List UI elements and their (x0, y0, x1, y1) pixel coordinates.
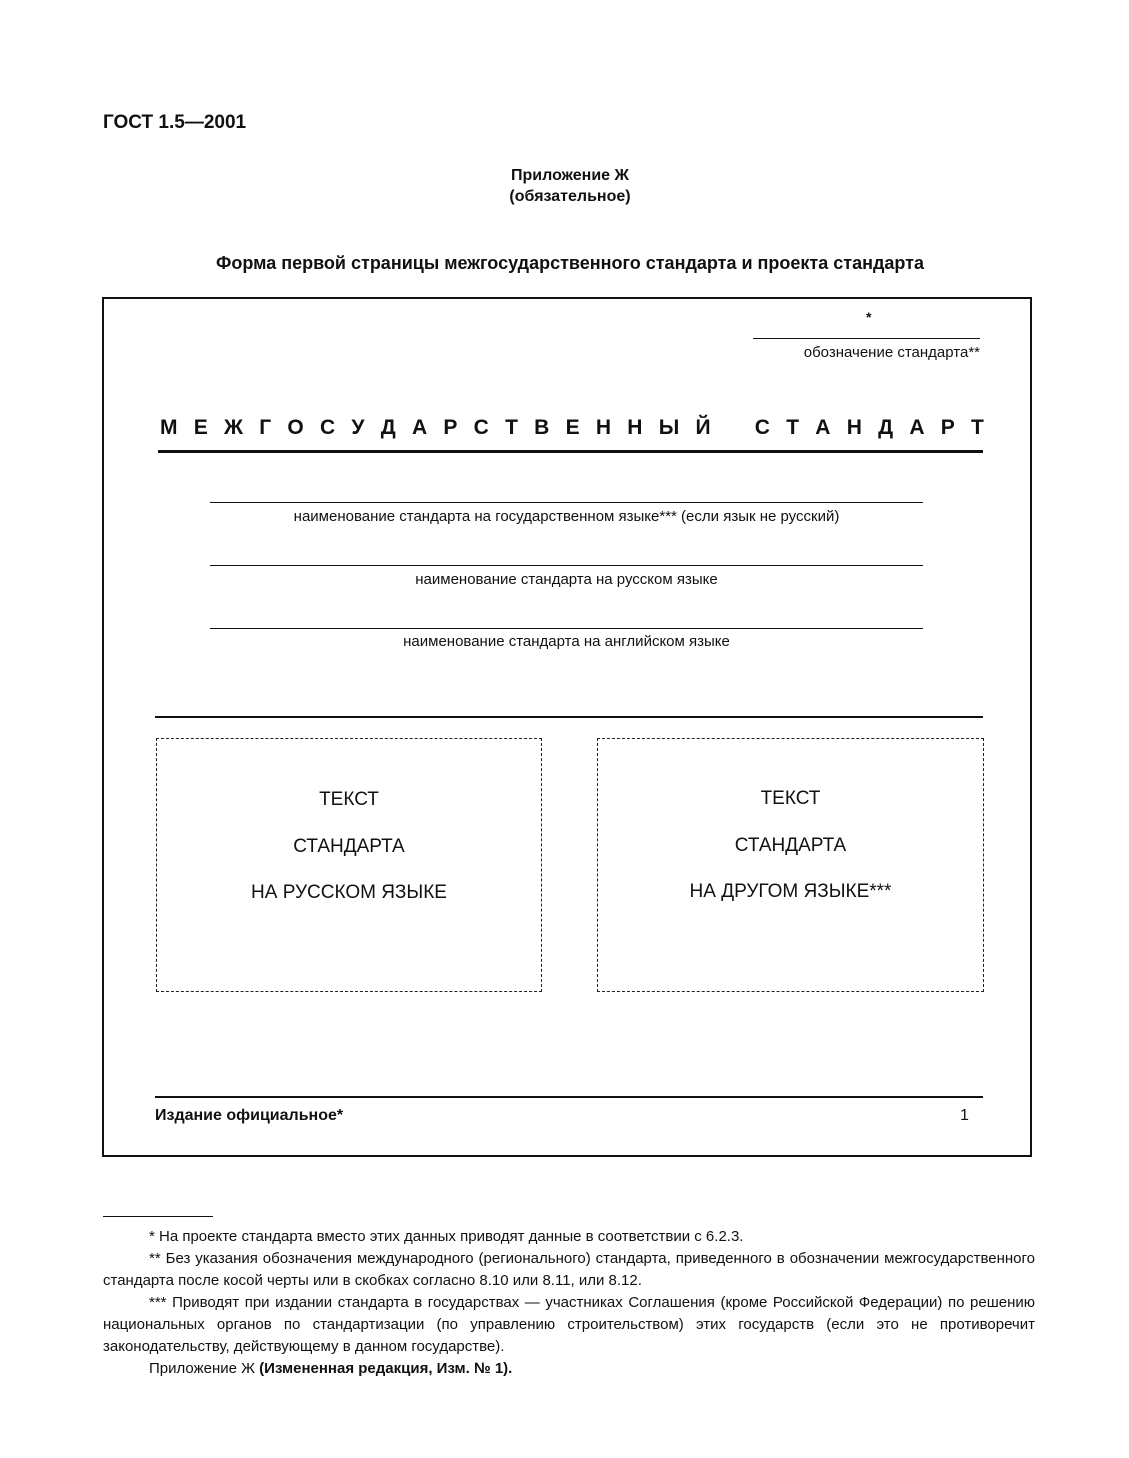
russian-text-box (156, 738, 542, 992)
box-right-line2: СТАНДАРТА (734, 835, 847, 856)
footer-rule (155, 1096, 983, 1098)
footnote-3: *** Приводят при издании стандарта в государствах — участниках Соглашения (кроме Российской Федерации) по решению национальных органов по стандартизации (по управлению строительством) этих государств (если это не противоречит законодательству, действующему в данном государстве). (103, 1294, 1035, 1355)
footnote-2: ** Без указания обозначения международного (регионального) стандарта, приведенного в обозначении межгосударственного стандарта после косой черты или в скобках согласно 8.10 или 8.11, или 8.12. (103, 1250, 1035, 1289)
name-english-line (210, 628, 923, 629)
box-left-line2: СТАНДАРТА (293, 836, 405, 857)
footnote-1: * На проекте стандарта вместо этих данных приводят данные в соответствии с 6.2.3. (149, 1228, 744, 1245)
heading-letter: Т (786, 416, 800, 439)
appendix-title: Приложение Ж (511, 167, 629, 184)
footnote-rule (103, 1216, 213, 1217)
heading-letter: Е (193, 416, 208, 439)
heading-letter: Г (259, 416, 272, 439)
page-number: 1 (960, 1107, 969, 1124)
heading-letter: Д (380, 416, 396, 439)
heading-letter: Р (443, 416, 458, 439)
name-russian-label: наименование стандарта на русском языке (415, 571, 718, 588)
star-mark: * (866, 309, 872, 325)
heading-letter: Т (505, 416, 518, 439)
heading-letter: Р (940, 416, 955, 439)
box-right-line3: НА ДРУГОМ ЯЗЫКЕ*** (689, 881, 892, 902)
heading-letter: С (473, 416, 489, 439)
amendment-bold: (Измененная редакция, Изм. № 1). (259, 1360, 513, 1377)
amendment-prefix: Приложение Ж (149, 1360, 260, 1377)
heading-letter: С (320, 416, 336, 439)
other-language-text-box (597, 738, 984, 992)
heading-letter: М (160, 416, 178, 439)
footnotes (103, 1226, 1035, 1380)
document-code: ГОСТ 1.5—2001 (103, 112, 247, 133)
heading-letter: Д (878, 416, 894, 439)
section-rule (155, 716, 983, 718)
form-heading: Форма первой страницы межгосударственного стандарта и проекта стандарта (216, 253, 924, 273)
heading-letter: А (909, 416, 925, 439)
appendix-status: (обязательное) (509, 188, 631, 205)
heading-letter: А (815, 416, 831, 439)
designation-label: обозначение стандарта** (803, 344, 980, 361)
heading-letter: Й (695, 416, 711, 439)
heading-letter: Ы (658, 416, 680, 439)
heading-letter: Н (627, 416, 643, 439)
interstate-standard-heading (160, 416, 984, 440)
name-state-language-label: наименование стандарта на государственном языке*** (если язык не русский) (293, 508, 840, 525)
box-right-line1: ТЕКСТ (760, 788, 821, 809)
heading-letter: У (351, 416, 365, 439)
name-english-label: наименование стандарта на английском языке (403, 633, 730, 650)
heading-letter: Ж (224, 416, 243, 439)
amendment-note (103, 1358, 1035, 1380)
name-state-line (210, 502, 923, 503)
heading-gap (727, 416, 739, 440)
name-russian-line (210, 565, 923, 566)
heading-letter: Н (846, 416, 862, 439)
heading-letter: В (534, 416, 550, 439)
heading-letter: О (287, 416, 304, 439)
heading-letter: Н (595, 416, 612, 439)
heading-letter: А (411, 416, 428, 439)
designation-line (753, 338, 980, 339)
box-left-line1: ТЕКСТ (319, 789, 379, 810)
heading-letter: С (754, 416, 770, 439)
heading-letter: Т (971, 416, 984, 439)
heading-rule (158, 450, 983, 453)
edition-label: Издание официальное* (155, 1107, 344, 1124)
box-left-line3: НА РУССКОМ ЯЗЫКЕ (251, 882, 447, 903)
heading-letter: Е (565, 416, 580, 439)
